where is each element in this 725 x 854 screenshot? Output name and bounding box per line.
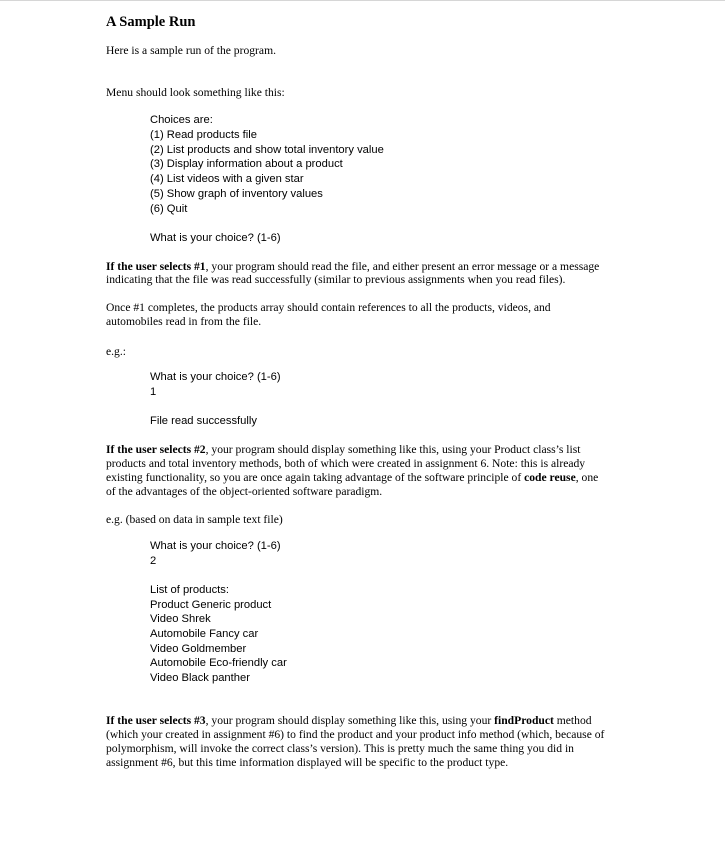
product-line: Video Black panther xyxy=(150,672,250,684)
page-top-border xyxy=(0,0,725,1)
product-line: Video Shrek xyxy=(150,613,211,625)
para2-line1: Once #1 completes, the products array should contain references to all the products, videos, and xyxy=(106,301,551,314)
eg2-label: e.g. (based on data in sample text file) xyxy=(106,513,283,526)
menu-choice-5: (5) Show graph of inventory values xyxy=(150,188,323,200)
para3-line1: If the user selects #2, your program should display something like this, using your Product class’s list xyxy=(106,443,581,456)
para4-lead: If the user selects #3 xyxy=(106,714,206,727)
example1-output: File read successfully xyxy=(150,415,257,427)
para1-line1: If the user selects #1, your program should read the file, and either present an error message or a message xyxy=(106,260,600,273)
para3-lead: If the user selects #2 xyxy=(106,443,206,456)
product-line: Video Goldmember xyxy=(150,643,247,655)
intro-text: Here is a sample run of the program. xyxy=(106,44,276,57)
menu-prompt: What is your choice? (1-6) xyxy=(150,232,281,244)
product-line: Automobile Fancy car xyxy=(150,628,259,640)
menu-intro-text: Menu should look something like this: xyxy=(106,86,285,99)
menu-choice-3: (3) Display information about a product xyxy=(150,158,343,170)
menu-choice-4: (4) List videos with a given star xyxy=(150,173,304,185)
para4-line4: assignment #6, but this time information displayed will be specific to the product type. xyxy=(106,756,509,769)
menu-choice-2: (2) List products and show total inventory value xyxy=(150,144,384,156)
example1-input: 1 xyxy=(150,386,157,398)
example2-input: 2 xyxy=(150,555,157,567)
menu-header: Choices are: xyxy=(150,114,213,126)
para3-line4: of the advantages of the object-oriented software paradigm. xyxy=(106,485,383,498)
para4-line3: polymorphism, will invoke the correct class’s version). This is pretty much the same thing you did in xyxy=(106,742,574,755)
code-reuse-term: code reuse xyxy=(524,471,576,484)
example1-prompt: What is your choice? (1-6) xyxy=(150,371,281,383)
example2-list-header: List of products: xyxy=(150,584,229,596)
para1-line2: indicating that the file was read successfully (similar to previous assignments when you read files). xyxy=(106,273,566,286)
para2-line2: automobiles read in from the file. xyxy=(106,315,262,328)
find-product-term: findProduct xyxy=(494,714,554,727)
para3-line2: products and total inventory methods, both of which were created in assignment 6. Note: this is already xyxy=(106,457,586,470)
para4-line2: (which your created in assignment #6) to find the product and your product info method (which, because of xyxy=(106,728,605,741)
example2-prompt: What is your choice? (1-6) xyxy=(150,540,281,552)
menu-choice-6: (6) Quit xyxy=(150,203,188,215)
para3-line3: existing functionality, so you are once again taking advantage of the software principle of code reuse, one xyxy=(106,471,599,484)
para1-lead: If the user selects #1 xyxy=(106,260,206,273)
para4-line1: If the user selects #3, your program should display something like this, using your findProduct method xyxy=(106,714,592,727)
product-line: Product Generic product xyxy=(150,599,272,611)
menu-choice-1: (1) Read products file xyxy=(150,129,257,141)
eg1-label: e.g.: xyxy=(106,345,126,358)
product-line: Automobile Eco-friendly car xyxy=(150,657,287,669)
page-title: A Sample Run xyxy=(106,14,196,30)
